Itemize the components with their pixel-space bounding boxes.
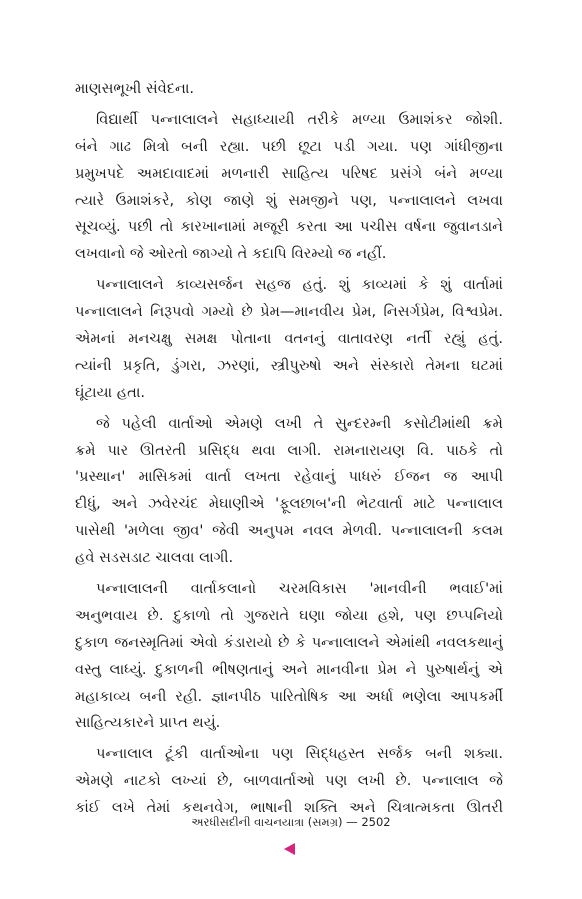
text-line: વિદ્યાર્થી પન્નાલાલને સહાધ્યાયી તરીકે મળ્યા ઉમાશંકર જોશી. — [96, 110, 503, 128]
text-line: પાસેથી 'મળેલા જીવ' જેવી અનુપમ નવલ મેળવી. પન્નાલાલની કલમ — [75, 522, 503, 540]
text-line: અનુભવાય છે. દુકાળો તો ગુજરાતે ઘણા જોયા હશે, પણ છપ્પનિયો — [75, 606, 503, 624]
text-line: સૂચવ્યું. પછી તો કારખાનામાં મજૂરી કરતા આ પચીસ વર્ષના જુવાનડાને — [75, 218, 503, 236]
text-line: કાંઈ લખે તેમાં કથનવેગ, ભાષાની શક્તિ અને ચિત્રાત્મકતા ઊતરી — [75, 799, 503, 817]
text-line: બંને ગાઢ મિત્રો બની રહ્યા. પછી છૂટા પડી ગયા. પણ ગાંધીજીના — [75, 137, 503, 155]
paragraph — [75, 411, 503, 572]
paragraph — [75, 741, 503, 822]
running-footer: અરધીસદીની વાચનયાત્રા (સમગ્ર) — 2502 — [191, 815, 391, 829]
text-line: પન્નાલાલને કાવ્યસર્જન સહજ હતું. શું કાવ્યમાં કે શું વાર્તામાં — [96, 276, 503, 294]
text-line: મહાકાવ્ય બની રહી. જ્ઞાનપીઠ પારિતોષિક આ અર્ધા ભણેલા આપકર્મી — [75, 687, 503, 705]
text-line: 'પ્રસ્થાન' માસિકમાં વાર્તા લખતા રહેવાનું પાધરું ઈજન જ આપી — [75, 468, 503, 486]
text-line: ક્રમે પાર ઊતરતી પ્રસિદ્ધ થવા લાગી. રામનારાયણ વિ. પાઠકે તો — [75, 441, 503, 459]
text-line: પન્નાલાલની વાર્તાકલાનો ચરમવિકાસ 'માનવીની ભવાઈ'માં — [96, 580, 503, 598]
text-line: જે પહેલી વાર્તાઓ એમણે લખી તે સુન્દરમ્ની કસોટીમાંથી ક્રમે — [96, 414, 503, 432]
text-line: પ્રમુખપદે અમદાવાદમાં મળનારી સાહિત્ય પરિષદ પ્રસંગે બંને મળ્યા — [75, 164, 503, 182]
text-line: વસ્તુ લાધ્યું. દુકાળની ભીષણતાનું અને માનવીના પ્રેમ ને પુરુષાર્થનું એ — [75, 660, 503, 678]
text-line: ત્યાંની પ્રકૃતિ, ડુંગરા, ઝરણાં, સ્ત્રીપુરુષો અને સંસ્કારો તેમના ઘટમાં — [75, 356, 503, 374]
paragraph — [75, 107, 503, 268]
text-line: પન્નાલાલ ટૂંકી વાર્તાઓના પણ સિદ્ધહસ્ત સર્જક બની શક્યા. — [96, 745, 503, 763]
text-line: સાહિત્યકારને પ્રાપ્ત થયું. — [75, 714, 221, 732]
text-line: ઘૂંટાયા હતા. — [75, 383, 146, 401]
text-line: ત્યારે ઉમાશંકરે, કોણ જાણે શું સમજીને પણ, પન્નાલાલને લખવા — [75, 191, 503, 209]
text-line: હવે સડસડાટ ચાલવા લાગી. — [75, 549, 234, 567]
paragraph — [75, 272, 503, 406]
text-line: પન્નાલાલને નિરૂપવો ગમ્યો છે પ્રેમ—માનવીય પ્રેમ, નિસર્ગપ્રેમ, વિશ્વપ્રેમ. — [75, 303, 503, 321]
text-line: લખવાનો જે ઓરતો જાગ્યો તે કદાપિ વિરમ્યો જ નહીં. — [75, 245, 387, 263]
text-line: દુકાળ જનસ્મૃતિમાં એવો કંડારાયો છે કે પન્નાલાલને એમાંથી નવલકથાનું — [75, 633, 503, 651]
text-line: એમનાં મનચક્ષુ સમક્ષ પોતાના વતનનું વાતાવરણ નર્તી રહ્યું હતું. — [75, 330, 503, 348]
paragraph — [75, 76, 503, 103]
paragraph — [75, 576, 503, 737]
text-line: દીધું, અને ઝવેરચંદ મેઘાણીએ 'ફૂલછાબ'ની ભેટવાર્તા માટે પન્નાલાલ — [75, 495, 503, 513]
left-triangle-icon[interactable] — [284, 843, 295, 855]
text-line: એમણે નાટકો લખ્યાં છે, બાળવાર્તાઓ પણ લખી છે. પન્નાલાલ જે — [75, 772, 503, 790]
body-text — [75, 76, 503, 826]
text-line: માણસભૂખી સંવેદના. — [75, 80, 195, 97]
